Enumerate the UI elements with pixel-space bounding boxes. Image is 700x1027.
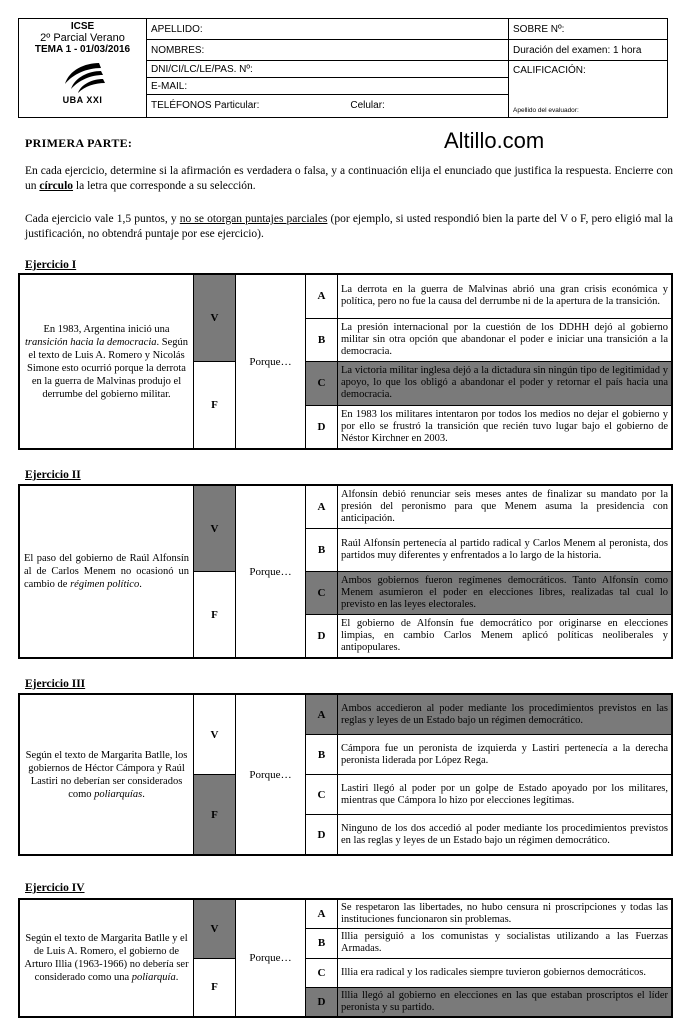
exercise-4-title: Ejercicio IV [25, 882, 85, 894]
option-text: Ambos accedieron al poder mediante los procedimientos previstos en las reglas y leyes de un Estado bajo un régimen democrático. [338, 695, 671, 734]
calificacion-field[interactable] [509, 61, 667, 117]
ex2-stmt-a: El paso del gobierno de Raúl Alfonsín al de Carlos Menem no ocasionó un cambio de [24, 553, 189, 590]
option-text: Cámpora fue un peronista de izquierda y Lastiri pertenecía a la derecha peronista liderada por López Rega. [341, 742, 668, 766]
ex2-option-c[interactable] [306, 572, 671, 615]
option-text: Lastiri llegó al poder por un golpe de Estado apoyado por los militares, mientras que Cámpora lo hizo por elecciones legítimas. [341, 782, 668, 806]
option-letter: B [306, 735, 338, 774]
option-text: El gobierno de Alfonsín fue democrático por originarse en elecciones limpias, en cambio Carlos Menem aplicó políticas neoliberales y antipopulares. [341, 618, 668, 653]
ex1-option-b[interactable] [306, 319, 671, 363]
instr-2-text-end: (por ejemplo, si usted respondió bien la parte del V o F, pero eligió mal la justificación, no obtendrá puntaje por ese ejercicio). [25, 213, 673, 240]
option-letter: D [306, 988, 338, 1016]
option-letter: C [306, 775, 338, 814]
exercise-3-options [306, 695, 671, 854]
exercise-3-statement [20, 695, 194, 854]
uba-logo-text: UBA XXI [62, 95, 103, 105]
ex1-true-option[interactable]: V [194, 275, 235, 362]
instructions-paragraph-1 [25, 164, 673, 194]
exercise-1-title: Ejercicio I [25, 259, 77, 271]
instr-2-text: Cada ejercicio vale 1,5 puntos, y [25, 213, 180, 225]
ex2-true-option[interactable]: V [194, 486, 235, 572]
ex2-porque: Porque… [236, 486, 306, 657]
option-text: Ninguno de los dos accedió al poder mediante los procedimientos previstos en las reglas y leyes de un Estado bajo un régimen democrático. [341, 822, 668, 846]
option-text: La victoria militar inglesa dejó a la dictadura sin ningún tipo de legitimidad y apoyo, lo que los obligó a abandonar el poder y retornar el país hacia una democracia. [338, 362, 671, 405]
ex1-stmt-em: transición hacia la democracia [24, 336, 157, 348]
option-letter: D [306, 406, 338, 449]
email-field[interactable]: E-MAIL: [147, 78, 508, 95]
exercise-2 [18, 484, 673, 659]
exam-name: 2º Parcial Verano [40, 32, 125, 44]
nombres-field[interactable]: NOMBRES: [147, 40, 508, 61]
telefonos-field[interactable] [147, 95, 508, 116]
exercise-1-options [306, 275, 671, 448]
option-letter: B [306, 929, 338, 957]
option-text: Illia era radical y los radicales siempre tuvieron gobiernos democráticos. [341, 966, 646, 978]
ex3-stmt-em: poliarquías [94, 788, 143, 800]
exercise-2-vf [194, 486, 236, 657]
exercise-4-statement [20, 900, 194, 1016]
ex3-true-option[interactable]: V [194, 695, 235, 775]
exercise-4-options [306, 900, 671, 1016]
ex4-stmt-em: poliarquía [131, 972, 176, 983]
option-letter: B [306, 319, 338, 362]
ex1-option-c[interactable] [306, 362, 671, 406]
ex2-option-d[interactable] [306, 615, 671, 657]
option-letter: C [306, 572, 338, 614]
celular-label: Celular: [350, 100, 385, 111]
option-text: La presión internacional por la cuestión de los DDHH dejó al gobierno militar sin otra opción que abandonar el poder e iniciar una transición a la democracia. [341, 321, 668, 357]
ex3-stmt-a: Según el texto de Margarita Batlle, los gobiernos de Héctor Cámpora y Raúl Lastiri no deberían ser considerados como [25, 749, 188, 800]
exam-header [18, 18, 668, 118]
option-text: Raúl Alfonsín pertenecía al partido radical y Carlos Menem al peronista, dos partidos muy diferentes y enfrentados a lo largo de la historia. [341, 538, 668, 561]
ex2-option-b[interactable] [306, 529, 671, 572]
ex4-option-a[interactable] [306, 900, 671, 929]
instr-2-emphasis: no se otorgan puntajes parciales [179, 213, 328, 225]
ex4-stmt-b: . [175, 972, 179, 983]
exercise-4-vf [194, 900, 236, 1016]
instructions-paragraph-2 [25, 212, 673, 242]
option-text: Illia llegó al gobierno en elecciones en las que estaban proscriptos el líder peronista y su partido. [338, 988, 671, 1016]
option-text: Ambos gobiernos fueron regímenes democráticos. Tanto Alfonsín como Menem asumieron el poder en elecciones libres, realizadas tal cual lo previsto en las leyes electorales. [338, 572, 671, 614]
option-letter: A [306, 486, 338, 528]
evaluador-label: Apellido del evaluador: [513, 107, 579, 114]
exercise-3 [18, 693, 673, 856]
option-text: Alfonsín debió renunciar seis meses antes de finalizar su mandato por la presión del peronismo para que Menem asuma la presidencia con anticipación. [341, 489, 668, 524]
option-letter: B [306, 529, 338, 571]
ex4-porque: Porque… [236, 900, 306, 1016]
option-text: Se respetaron las libertades, no hubo censura ni proscripciones y todas las instituciones funcionaron sin problemas. [341, 902, 668, 926]
exercise-2-options [306, 486, 671, 657]
ex3-option-a[interactable] [306, 695, 671, 735]
header-logo-block [19, 19, 147, 117]
dni-field[interactable]: DNI/CI/LC/LE/PAS. Nº: [147, 61, 508, 78]
option-text: La derrota en la guerra de Malvinas abrió una gran crisis económica y política, pero no fue la causa del derrumbe ni de la apertura de la transición. [341, 284, 668, 308]
ex1-porque: Porque… [236, 275, 306, 448]
ex2-stmt-b: . [139, 579, 142, 590]
sobre-field[interactable]: SOBRE Nº: [509, 19, 667, 40]
ex3-stmt-b: . [142, 788, 145, 800]
exercise-1 [18, 273, 673, 450]
ex1-option-a[interactable] [306, 275, 671, 319]
exam-info-fields [509, 19, 667, 117]
ex1-stmt-a: En 1983, Argentina inició una [43, 323, 170, 335]
option-letter: C [306, 362, 338, 405]
ex1-option-d[interactable] [306, 406, 671, 449]
uba-logo-icon [59, 60, 107, 94]
apellido-field[interactable]: APELLIDO: [147, 19, 508, 40]
ex4-option-b[interactable] [306, 929, 671, 958]
ex2-false-option[interactable]: F [211, 608, 218, 621]
ex3-false-option[interactable]: F [194, 775, 235, 854]
ex4-true-option[interactable]: V [194, 900, 235, 959]
ex4-option-d[interactable] [306, 988, 671, 1016]
section-title: PRIMERA PARTE: [25, 136, 133, 150]
exam-tema: TEMA 1 - 01/03/2016 [34, 44, 131, 55]
option-letter: A [306, 275, 338, 318]
ex1-false-option[interactable]: F [211, 399, 218, 411]
ex3-option-b[interactable] [306, 735, 671, 775]
exercise-4 [18, 898, 673, 1018]
option-letter: D [306, 815, 338, 854]
watermark: Altillo.com [444, 128, 545, 153]
telefonos-label: TELÉFONOS Particular: [151, 100, 260, 111]
ex1-stmt-b: . Según el texto de Luis A. Romero y Nicolás Simone esto ocurrió porque la derrota en la guerra de Malvinas produjo el derrumbe del gobierno militar. [27, 336, 189, 400]
exercise-3-vf [194, 695, 236, 854]
instr-1-text: En cada ejercicio, determine si la afirmación es verdadera o falsa, y a continuación elija el enunciado que justifica la respuesta. Encierre con un [25, 165, 673, 192]
option-text: Illia persiguió a los comunistas y socialistas utilizando a las Fuerzas Armadas. [341, 931, 668, 955]
exercise-2-title: Ejercicio II [25, 469, 81, 481]
calificacion-label: CALIFICACIÓN: [513, 65, 586, 76]
exercise-2-statement [20, 486, 194, 657]
option-letter: A [306, 900, 338, 928]
student-fields [147, 19, 509, 117]
exercise-1-statement [20, 275, 194, 448]
ex4-stmt-a: Según el texto de Margarita Batlle y el de Luis A. Romero, el gobierno de Arturo Illia (1963-1966) no debería ser considerado como una [24, 933, 189, 983]
instr-1-text-end: la letra que corresponde a su selección. [73, 180, 256, 192]
option-text: En 1983 los militares intentaron por todos los medios no dejar el gobierno y por ello se frustró la transición que recién tuvo lugar bajo el gobierno de Néstor Kirchner en 2003. [341, 408, 668, 444]
ex4-option-c[interactable] [306, 959, 671, 988]
ex4-false-option[interactable]: F [211, 981, 218, 994]
institution-name: ICSE [70, 21, 95, 32]
ex3-option-d[interactable] [306, 815, 671, 854]
duracion-label: Duración del examen: 1 hora [509, 40, 667, 61]
option-letter: D [306, 615, 338, 657]
exercise-1-vf [194, 275, 236, 448]
exercise-3-title: Ejercicio III [25, 678, 86, 690]
ex3-porque: Porque… [236, 695, 306, 854]
option-letter: C [306, 959, 338, 987]
ex2-stmt-em: régimen político [70, 579, 140, 590]
ex3-option-c[interactable] [306, 775, 671, 815]
ex2-option-a[interactable] [306, 486, 671, 529]
option-letter: A [306, 695, 338, 734]
instr-1-emphasis: círculo [39, 180, 74, 192]
